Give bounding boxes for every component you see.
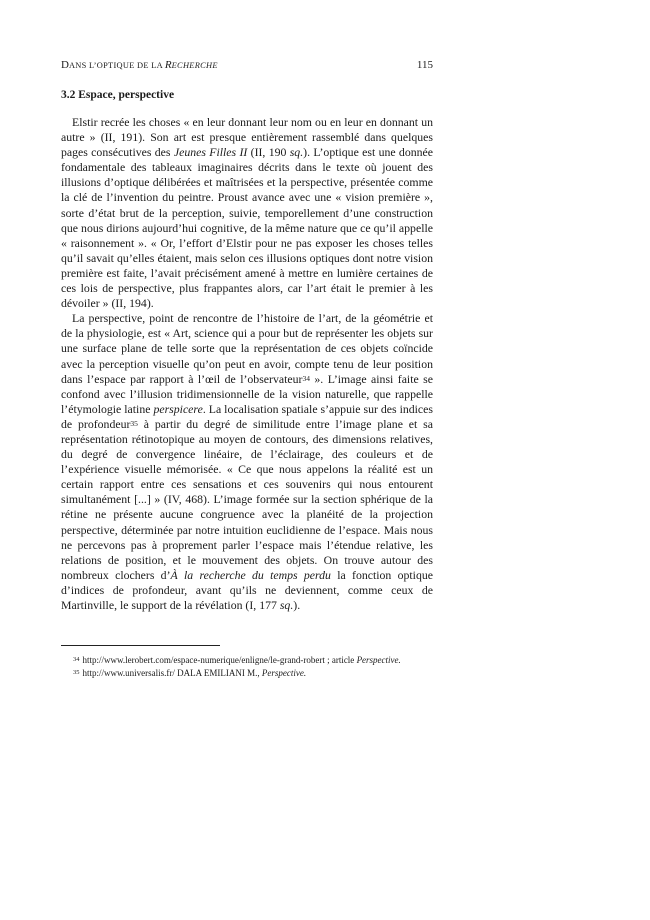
italic-text: Perspective. (356, 655, 401, 665)
running-head-part: ANS L’OPTIQUE DE LA (68, 61, 165, 70)
paragraph (61, 115, 433, 311)
italic-text: perspicere (153, 401, 203, 416)
footnote-ref: 35 (130, 418, 138, 428)
text-run: (II, 190 (247, 145, 290, 160)
footnote-number: 35 (73, 668, 80, 676)
text-run: à partir du degré de similitude entre l’image plane et sa représentation rétinotopique au moyen de contours, des dimensions relatives, du degré de convergence linéaire, de l’éclairage, des couleurs et de l’expérience visuelle mémorisée. « Ce que nous appelons la réalité est un certain rapport entre ces sensations et ces souvenirs qui nous entourent simultanément [...] » (IV, 468). L’image formée sur la section sphérique de la rétine ne présente aucune congruence avec la planéité de la projection perspective, déterminée par notre intuition euclidienne de l’espace. Mais nous ne percevons pas à proprement parler l’espace mais l’étendue relative, les relations de position, et le mouvement des objets. On trouve autour des nombreux clochers d’ (61, 416, 433, 582)
running-head-part: D (61, 59, 69, 71)
footnote-ref: 34 (302, 373, 310, 383)
section-heading: 3.2 Espace, perspective (61, 89, 175, 101)
footnote (61, 654, 441, 667)
text-run: ). (293, 598, 301, 612)
text-run: . La localisation spatiale s’appuie sur des indices de profondeur (61, 401, 433, 431)
footnotes (61, 654, 441, 679)
italic-text: À la recherche du temps perdu (170, 567, 331, 582)
text-run: ). L’optique est une donnée fondamentale des tableaux imaginaires décrits dans le texte où jouent des illusions d’optique délibérées et maîtrisées et la perspective, présentée comme la clé de l’invention du peintre. Proust avance avec une « vision première », sorte d’état brut de la perception, suivie, temporellement d’une construction que nous dirions aujourd’hui cognitive, de la même nature que ce qu’il appelle « raisonnement ». « Or, l’effort d’Elstir pour ne pas exposer les choses telles qu’il savait qu’elles étaient, mais selon ces illusions optiques dont notre vision première est faite, l’avait précisément amené à mettre en lumière certaines de ces lois de perspective, plus frappantes alors, car l’art était le premier à les dévoiler » (II, 194). (61, 145, 433, 311)
footnote (61, 667, 441, 680)
text-run: La perspective, point de rencontre de l’histoire de l’art, de la géométrie et de la physiologie, est « Art, science qui a pour but de représenter les objets sur une surface plane de telle sorte que la représentation de ces objets coïncide avec la perception visuelle qu’on peut en avoir, compte tenu de leur position dans l’espace par rapport à l’œil de l’observateur (61, 311, 433, 386)
page-number: 115 (416, 59, 433, 71)
body-text (61, 115, 433, 613)
footnote-number: 34 (73, 656, 80, 663)
paragraph (61, 311, 433, 613)
italic-text: sq. (289, 145, 304, 160)
text-run: ». L’image ainsi faite se confond avec l’illusion tridimensionnelle de la vision naturelle, que rappelle l’étymologie latine (61, 371, 433, 416)
running-head-part: R (164, 59, 172, 71)
running-head-part: ECHERCHE (171, 61, 218, 70)
footnote-rule (61, 645, 220, 646)
text-run: la fonction optique d’indices de profondeur, avant qu’ils ne deviennent, comme ceux de Martinville, le support de la révélation (I, 177 (61, 567, 433, 612)
italic-text: Jeunes Filles II (173, 145, 248, 160)
italic-text: sq. (279, 598, 294, 612)
text-run: http://www.universalis.fr/ DALA EMILIANI M., (82, 667, 262, 678)
italic-text: Perspective. (261, 667, 307, 678)
text-run: Elstir recrée les choses « en leur donnant leur nom ou en leur en donnant un autre » (II, 191). Son art est presque entièrement rassemblé dans quelques pages consécutives des (61, 115, 433, 160)
running-head-title (61, 58, 218, 73)
text-run: http://www.lerobert.com/espace-numerique/enligne/le-grand-robert ; article (82, 655, 357, 665)
